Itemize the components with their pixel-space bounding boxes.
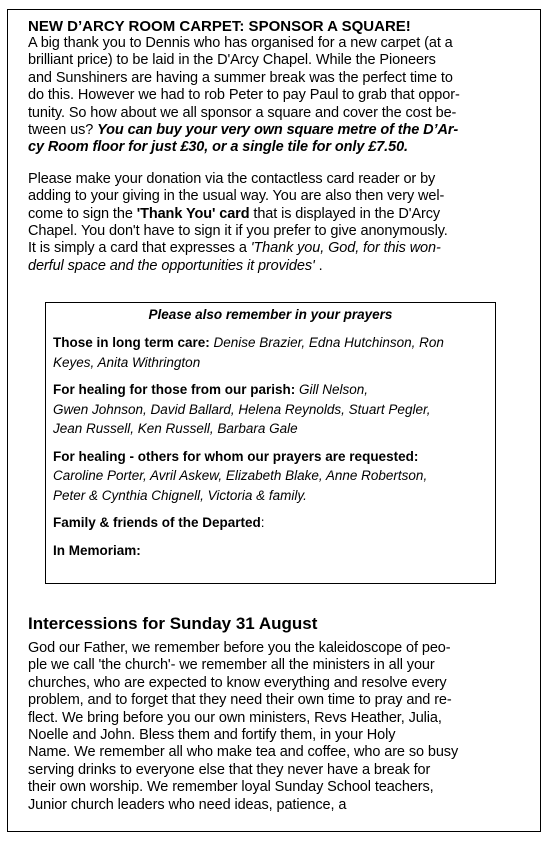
text-line: It is simply a card that expresses a [28, 240, 251, 257]
healing-others-label: For healing - others for whom our prayers are requested: [53, 448, 419, 464]
text-line: serving drinks to everyone else that they never have a break for [28, 761, 431, 778]
long-term-care-names: Keyes, Anita Withrington [53, 354, 201, 370]
healing-parish-names: Gill Nelson, [295, 382, 369, 397]
text-line: churches, who are expected to know everything and resolve every [28, 674, 447, 691]
text-line: their own worship. We remember loyal Sunday School teachers, [28, 779, 434, 796]
text-line: do this. However we had to rob Peter to pay Paul to grab that oppor- [28, 87, 460, 104]
text-line: flect. We bring before you our own ministers, Revs Heather, Julia, [28, 709, 442, 726]
quote-text: derful space and the opportunities it provides' [28, 257, 315, 274]
text-line: A big thank you to Dennis who has organised for a new carpet (at a [28, 35, 453, 51]
memoriam-section [53, 541, 488, 561]
text-line: God our Father, we remember before you the kaleidoscope of peo- [28, 640, 451, 656]
healing-others-names: Caroline Porter, Avril Askew, Elizabeth Blake, Anne Robertson, [53, 468, 428, 483]
text-line: Chapel. You don't have to sign it if you prefer to give anonymously. [28, 223, 448, 240]
carpet-paragraph-1 [28, 35, 522, 157]
text-line: brilliant price) to be laid in the D'Arcy Chapel. While the Pioneers [28, 52, 436, 69]
healing-parish-names: Jean Russell, Ken Russell, Barbara Gale [53, 421, 298, 436]
text-line: come to sign the [28, 205, 137, 222]
text-line: tween us? [28, 122, 98, 139]
long-term-care-names: Denise Brazier, Edna Hutchinson, Ron [209, 335, 444, 350]
memoriam-label: In Memoriam: [53, 542, 141, 558]
long-term-care-label: Those in long term care: [53, 335, 210, 350]
text-line: and Sunshiners are having a summer break was the perfect time to [28, 69, 453, 86]
text-line: Name. We remember all who make tea and coffee, who are so busy [28, 744, 459, 761]
text-line: . [314, 257, 323, 274]
text-line: that is displayed in the D'Arcy [249, 205, 441, 222]
text-line: ple we call 'the church'- we remember all the ministers in all your [28, 657, 435, 674]
text-line: Noelle and John. Bless them and fortify them, in your Holy [28, 727, 396, 744]
text-line: adding to your giving in the usual way. You are also then very wel- [28, 188, 445, 205]
departed-section [53, 513, 488, 533]
text-line: tunity. So how about we all sponsor a square and cover the cost be- [28, 104, 457, 121]
sponsor-offer: You can buy your very own square metre of the D’Ar- [97, 122, 459, 139]
carpet-heading: NEW D’ARCY ROOM CARPET: SPONSOR A SQUARE! [28, 18, 411, 35]
thank-you-card: 'Thank You' card [136, 205, 250, 222]
healing-others-section [53, 447, 488, 506]
healing-parish-section [53, 380, 488, 439]
text-line: problem, and to forget that they need their own time to pray and re- [28, 692, 452, 709]
intercessions-title: Intercessions for Sunday 31 August [28, 614, 318, 633]
healing-others-names: Peter & Cynthia Chignell, Victoria & family. [53, 487, 307, 503]
departed-label: Family & friends of the Departed [53, 515, 261, 530]
sponsor-offer-price: cy Room floor for just £30, or a single tile for only £7.50. [28, 139, 408, 156]
healing-parish-label: For healing for those from our parish: [53, 382, 296, 397]
departed-colon: : [260, 515, 265, 530]
carpet-paragraph-2 [28, 171, 522, 275]
carpet-article [28, 18, 522, 275]
quote-text: 'Thank you, God, for this won- [250, 240, 441, 257]
long-term-care-section [53, 333, 488, 372]
intercessions-body [28, 640, 522, 814]
healing-parish-names: Gwen Johnson, David Ballard, Helena Reynolds, Stuart Pegler, [53, 401, 431, 417]
prayer-list-title: Please also remember in your prayers [148, 307, 393, 322]
prayer-list-box [45, 302, 496, 584]
text-line: Junior church leaders who need ideas, patience, a [28, 796, 347, 813]
text-line: Please make your donation via the contactless card reader or by [28, 170, 436, 187]
